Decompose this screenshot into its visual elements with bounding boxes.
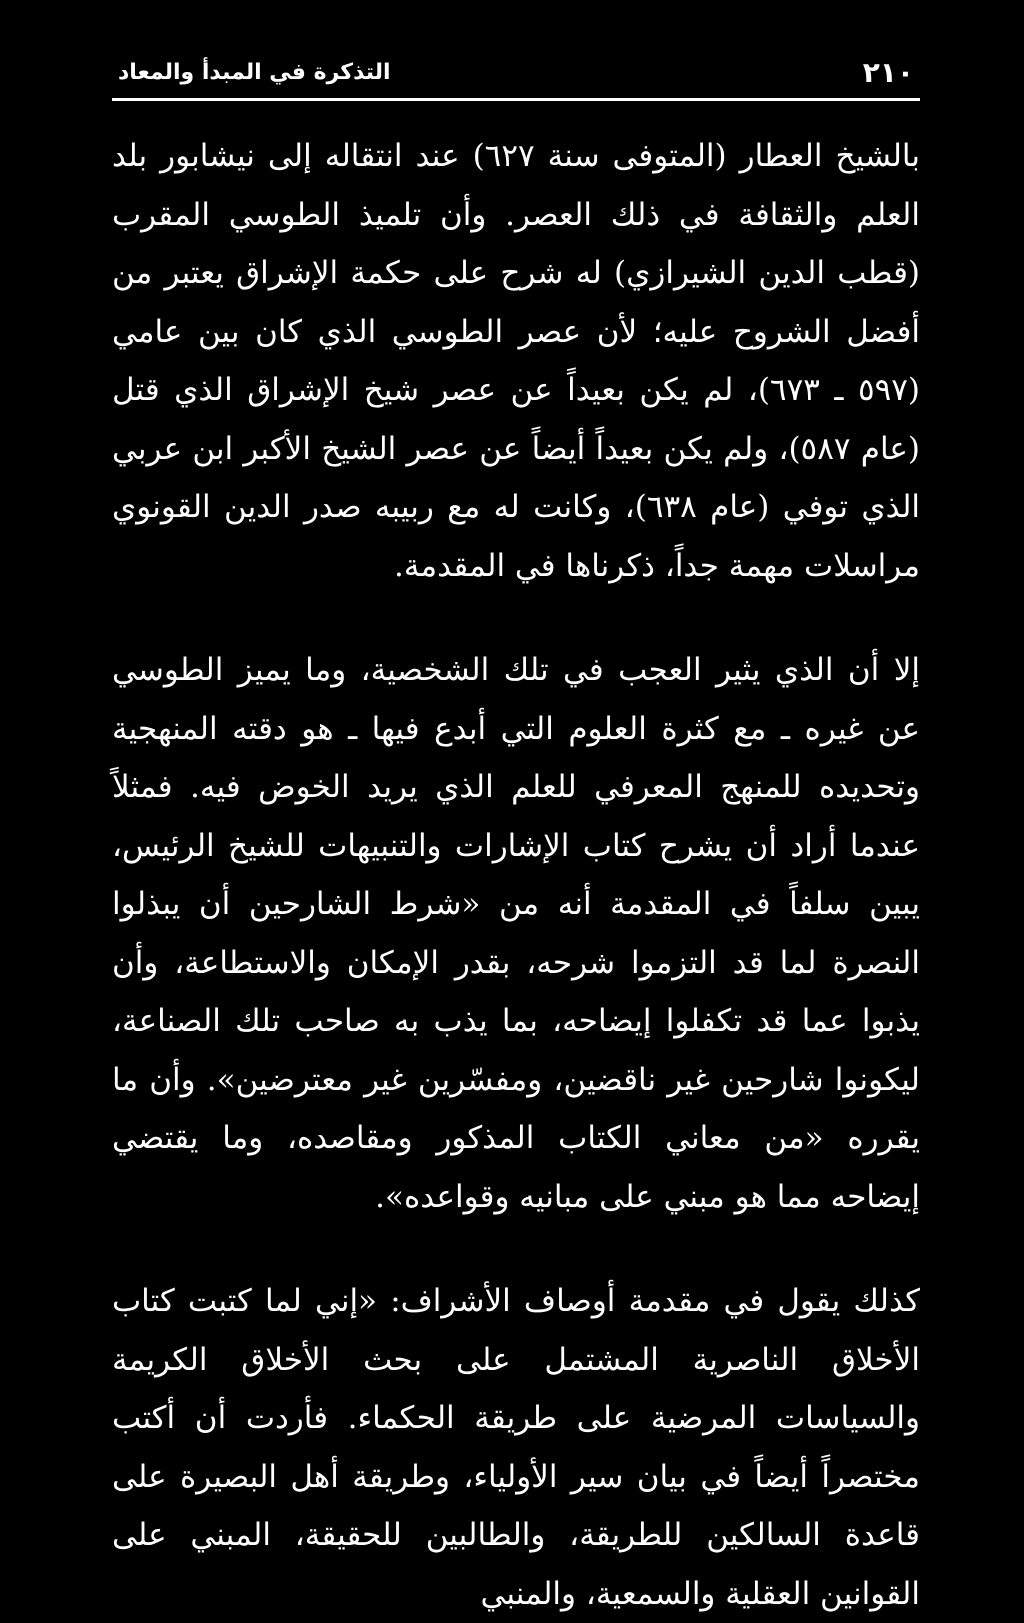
page-header [112, 52, 920, 101]
paragraph-3: كذلك يقول في مقدمة أوصاف الأشراف: «إني لما كتبت كتاب الأخلاق الناصرية المشتمل على بحث الأخلاق الكريمة والسياسات المرضية على طريقة الحكماء. فأردت أن أكتب مختصراً أيضاً في بيان سير الأولياء، وطريقة أهل البصيرة على قاعدة السالكين للطريقة، والطالبين للحقيقة، المبني على القوانين العقلية والسمعية، والمنبي [112, 1283, 920, 1612]
page-number: ٢١٠ [862, 56, 914, 89]
running-title: التذكرة في المبدأ والمعاد [118, 60, 391, 85]
paragraph-2: إلا أن الذي يثير العجب في تلك الشخصية، وما يميز الطوسي عن غيره ـ مع كثرة العلوم التي أبدع فيها ـ هو دقته المنهجية وتحديده للمنهج المعرفي للعلم الذي يريد الخوض فيه. فمثلاً عندما أراد أن يشرح كتاب الإشارات والتنبيهات للشيخ الرئيس، يبين سلفاً في المقدمة أنه من «شرط الشارحين أن يبذلوا النصرة لما قد التزموا شرحه، بقدر الإمكان والاستطاعة، وأن يذبوا عما قد تكفلوا إيضاحه، بما يذب به صاحب تلك الصناعة، ليكونوا شارحين غير ناقضين، ومفسّرين غير معترضين». وأن ما يقرره «من معاني الكتاب المذكور ومقاصده، وما يقتضي إيضاحه مما هو مبني على مبانيه وقواعده». [112, 652, 920, 1215]
paragraph-1: بالشيخ العطار (المتوفى سنة ٦٢٧) عند انتقاله إلى نيشابور بلد العلم والثقافة في ذلك العصر. وأن تلميذ الطوسي المقرب (قطب الدين الشيرازي) له شرح على حكمة الإشراق يعتبر من أفضل الشروح عليه؛ لأن عصر الطوسي الذي كان بين عامي (٥٩٧ ـ ٦٧٣)، لم يكن بعيداً عن عصر شيخ الإشراق الذي قتل (عام ٥٨٧)، ولم يكن بعيداً أيضاً عن عصر الشيخ الأكبر ابن عربي الذي توفي (عام ٦٣٨)، وكانت له مع ربيبه صدر الدين القونوي مراسلات مهمة جداً، ذكرناها في المقدمة. [112, 138, 920, 584]
